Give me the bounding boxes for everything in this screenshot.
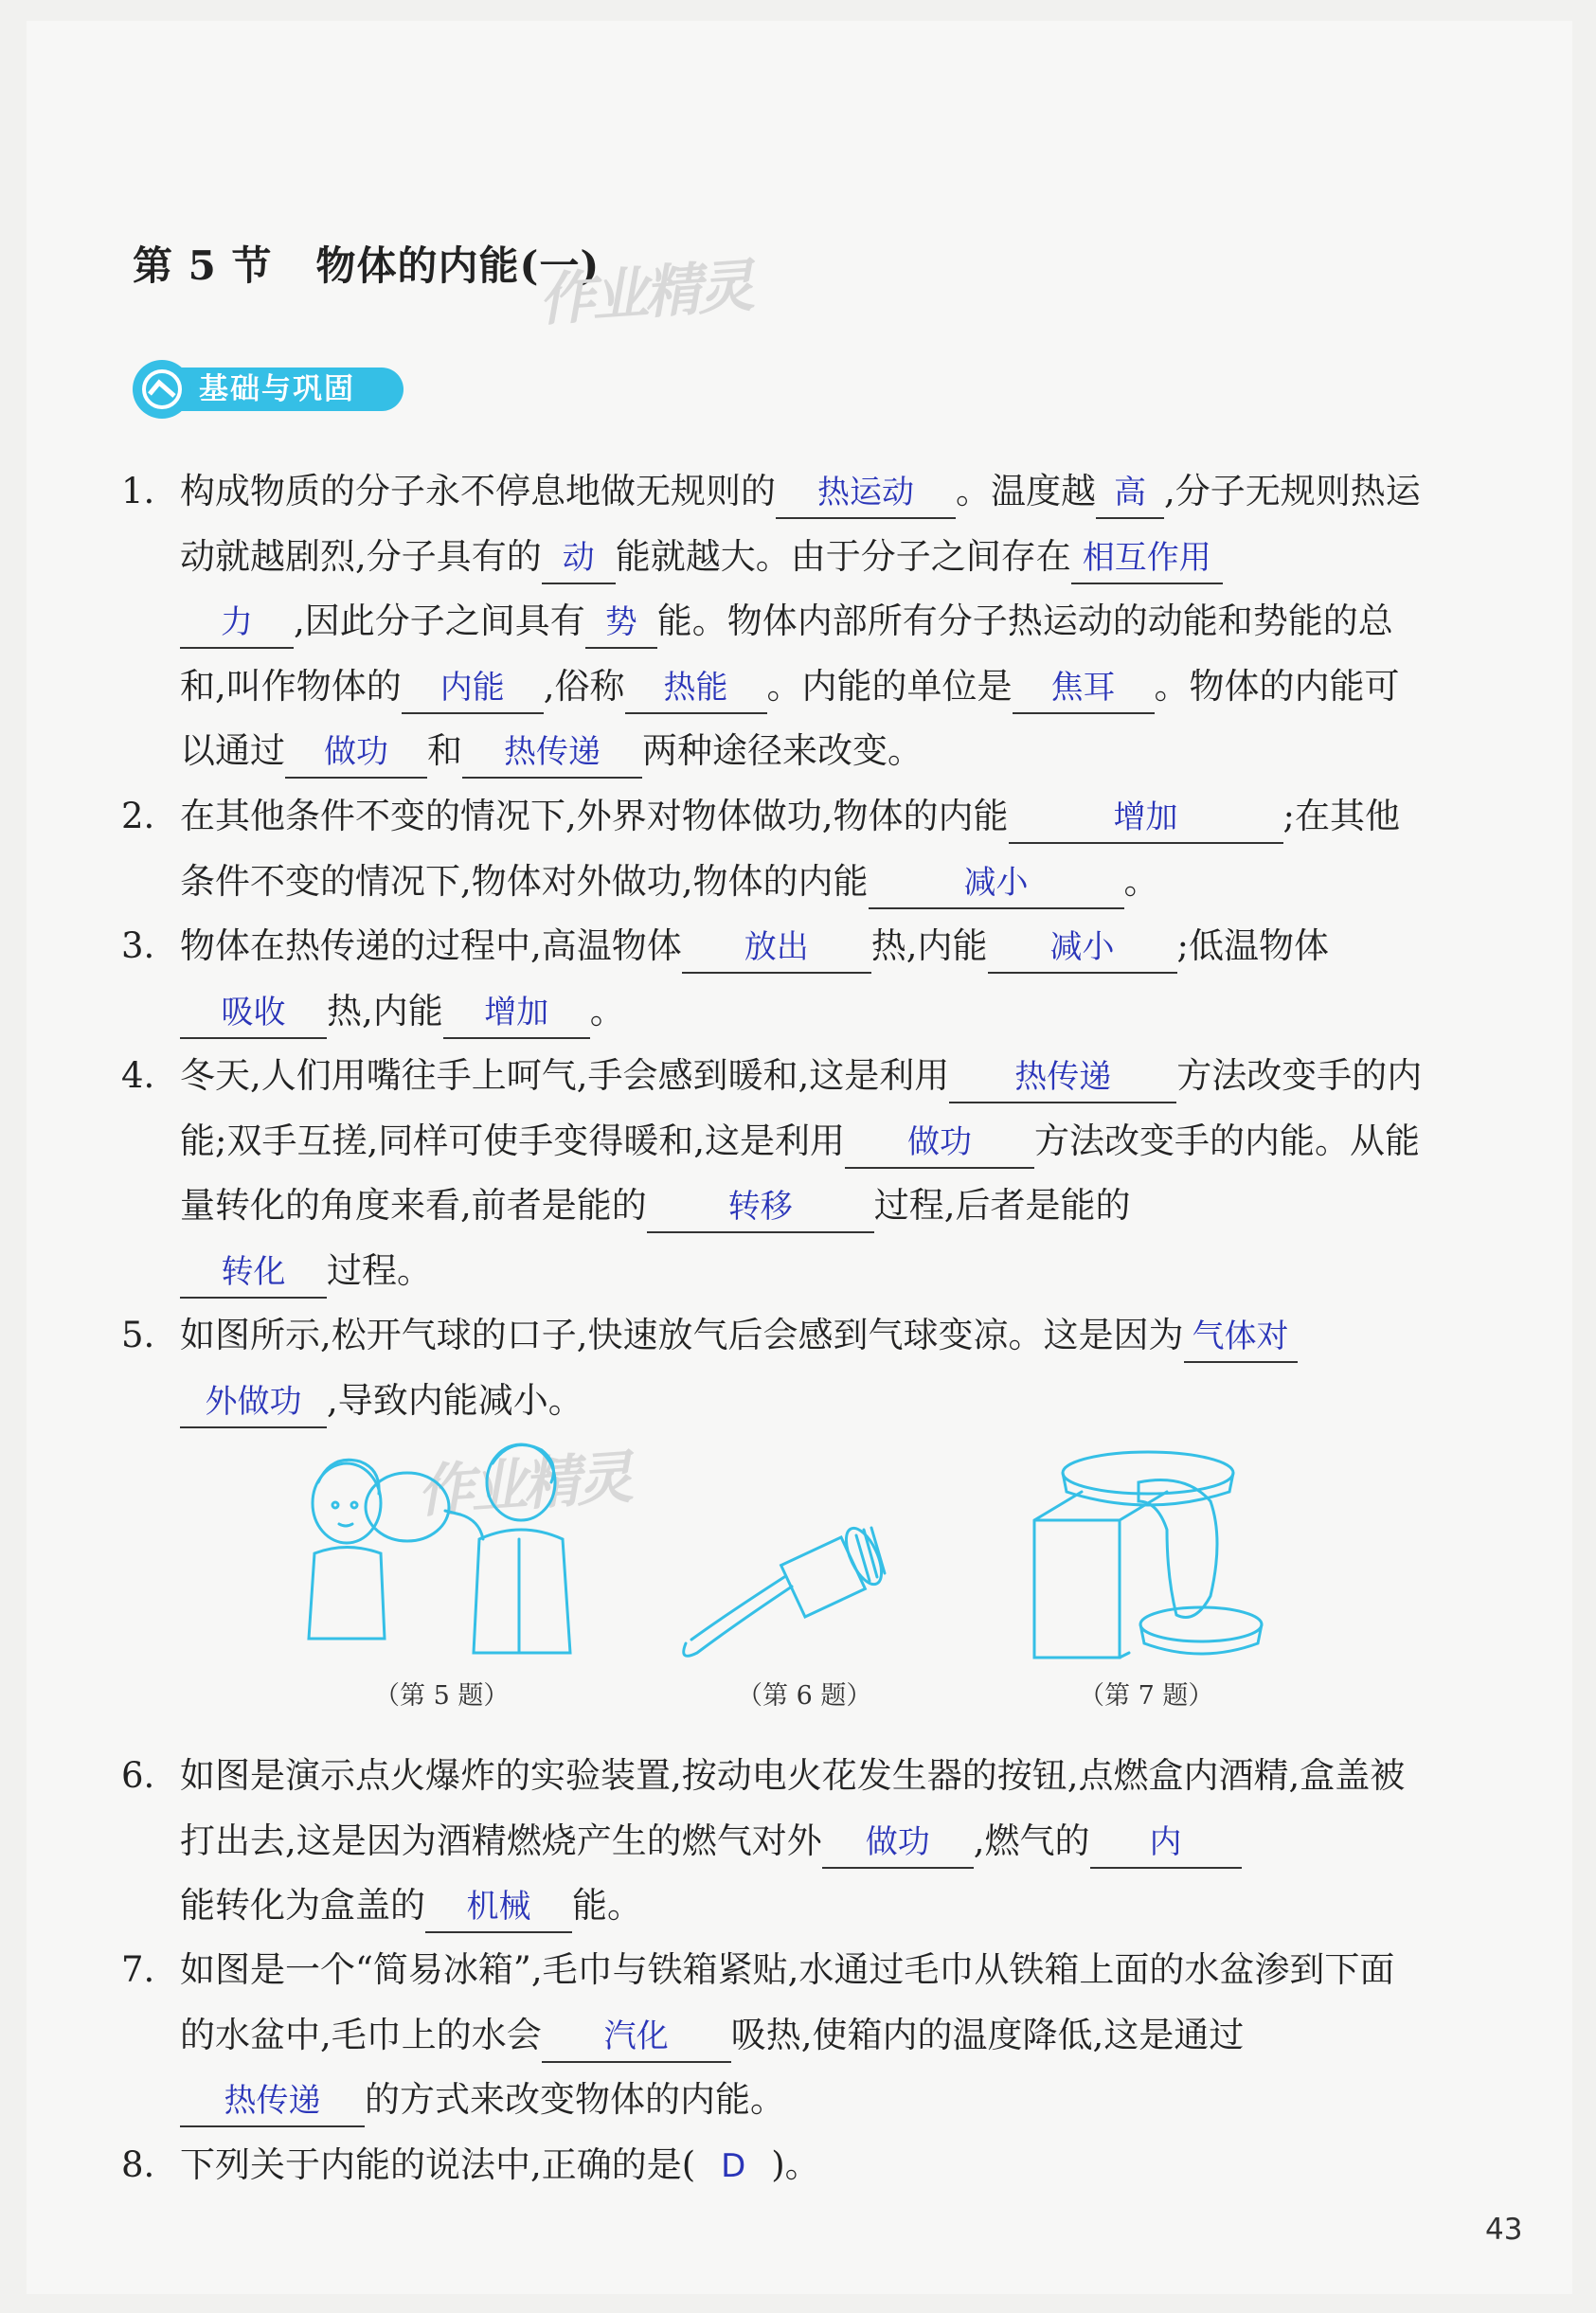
question-text: 吸热,使箱内的温度降低,这是通过 <box>730 2014 1245 2055</box>
figure-7-simple-icebox-image <box>1025 1444 1271 1667</box>
question-text: ,分子无规则热运动就越剧烈,分子具有的 <box>180 471 1421 577</box>
answer: 做功 <box>865 1822 930 1861</box>
section-badge <box>133 360 407 419</box>
figure-6-ignition-device-image <box>678 1511 915 1662</box>
question-text: 。 <box>1123 860 1159 902</box>
question-3 <box>121 914 1428 1044</box>
question-number: 7. <box>121 1949 155 1990</box>
answer-blank[interactable] <box>988 922 1177 974</box>
answer-blank[interactable] <box>180 2075 365 2127</box>
answer: 气体对 <box>1192 1318 1289 1355</box>
question-text: ;在其他条件不变的情况下,物体对外做功,物体的内能 <box>180 796 1400 902</box>
question-text: 过程,后者是能的 <box>873 1185 1131 1226</box>
answer: 转移 <box>727 1188 793 1226</box>
question-text: 。物体的内能可以通过 <box>180 665 1400 771</box>
question-number: 2. <box>121 796 155 836</box>
answer: 焦耳 <box>1050 668 1116 707</box>
answer: 热传递 <box>504 733 601 771</box>
badge-label: 基础与巩固 <box>161 368 403 411</box>
answer-blank[interactable] <box>776 467 956 519</box>
question-5 <box>121 1303 1428 1433</box>
section-title <box>133 235 600 292</box>
question-6 <box>121 1744 1428 1939</box>
answer-blank[interactable] <box>869 857 1124 909</box>
answer: D <box>721 2147 746 2185</box>
question-text: 能转化为盒盖的 <box>180 1885 425 1926</box>
question-8 <box>121 2133 1428 2199</box>
question-text: 能。 <box>572 1885 642 1926</box>
section-number: 第 5 节 <box>133 242 273 289</box>
question-text: 如图是一个“简易冰箱”,毛巾与铁箱紧贴,水通过毛巾从铁箱上面的水盆渗到下面的水盆中,毛巾上的水会 <box>180 1949 1395 2055</box>
answer-choice-slot[interactable] <box>695 2133 771 2199</box>
figure-5-balloon-image <box>294 1435 587 1662</box>
question-text: 两种途径来改变。 <box>642 730 923 771</box>
question-text: 。 <box>589 990 625 1031</box>
answer: 内能 <box>439 668 505 707</box>
answer-blank[interactable] <box>443 987 590 1039</box>
answer-blank[interactable] <box>542 2011 731 2063</box>
badge-circle-icon <box>133 360 191 419</box>
question-4 <box>121 1044 1428 1303</box>
answer: 热能 <box>663 668 728 707</box>
section-name: 物体的内能(一) <box>315 242 601 289</box>
answer-blank[interactable] <box>1090 1817 1242 1869</box>
question-number: 4. <box>121 1055 155 1096</box>
answer-blank[interactable] <box>647 1181 874 1233</box>
answer-blank[interactable] <box>1096 467 1164 519</box>
question-text: )。 <box>771 2144 820 2185</box>
question-text: 构成物质的分子永不停息地做无规则的 <box>180 471 776 511</box>
question-text: ,因此分子之间具有 <box>294 601 585 641</box>
answer-blank[interactable] <box>1071 532 1223 584</box>
question-text: 在其他条件不变的情况下,外界对物体做功,物体的内能 <box>180 796 1009 836</box>
question-text: ,导致内能减小。 <box>327 1379 583 1421</box>
answer: 做功 <box>907 1122 972 1161</box>
question-text: 物体在热传递的过程中,高温物体 <box>180 925 682 966</box>
question-text: ,俗称 <box>543 665 625 707</box>
question-number: 8. <box>121 2144 155 2185</box>
answer-blank[interactable] <box>682 922 871 974</box>
question-text: 过程。 <box>327 1249 432 1291</box>
question-text: 如图是演示点火爆炸的实验装置,按动电火花发生器的按钮,点燃盒内酒精,盒盖被打出去,这是因为酒精燃烧产生的燃气对外 <box>180 1755 1406 1861</box>
question-text: 能就越大。由于分子之间存在 <box>615 535 1071 577</box>
question-text: 热,内能 <box>870 925 988 966</box>
figure-6-caption: （第 6 题） <box>737 1681 872 1711</box>
answer: 热运动 <box>817 474 914 511</box>
question-text: ;低温物体 <box>1176 925 1329 966</box>
question-text: 的方式来改变物体的内能。 <box>365 2079 785 2120</box>
answer-blank[interactable] <box>402 662 544 714</box>
answer-blank[interactable] <box>180 1246 327 1299</box>
answer: 放出 <box>744 928 809 966</box>
question-text: 如图所示,松开气球的口子,快速放气后会感到气球变凉。这是因为 <box>180 1315 1184 1355</box>
answer: 增加 <box>1113 798 1178 836</box>
question-7 <box>121 1938 1428 2133</box>
answer: 外做功 <box>205 1382 302 1421</box>
answer: 机械 <box>466 1888 531 1926</box>
answer-blank[interactable] <box>425 1881 572 1933</box>
question-2 <box>121 784 1428 914</box>
watermark: 作业精灵 <box>415 1444 632 1526</box>
question-number: 1. <box>121 471 155 511</box>
answer-blank[interactable] <box>285 726 427 779</box>
question-1 <box>121 459 1428 784</box>
answer: 力 <box>221 603 253 641</box>
answer-blank[interactable] <box>949 1051 1176 1103</box>
watermark: 作业精灵 <box>536 253 753 334</box>
question-text: 冬天,人们用嘴往手上呵气,手会感到暖和,这是利用 <box>180 1055 950 1096</box>
answer-blank[interactable] <box>542 532 616 584</box>
question-text: ,燃气的 <box>973 1820 1090 1861</box>
question-text: 和 <box>427 730 462 771</box>
question-number: 5. <box>121 1315 155 1355</box>
answer: 势 <box>604 603 637 641</box>
answer-blank[interactable] <box>845 1117 1034 1169</box>
answer: 热传递 <box>224 2082 321 2120</box>
question-number: 3. <box>121 925 155 966</box>
answer-blank[interactable] <box>822 1817 974 1869</box>
answer-blank[interactable] <box>585 597 657 649</box>
answer: 转化 <box>221 1252 286 1291</box>
answer: 相互作用 <box>1082 538 1211 577</box>
answer-blank[interactable] <box>180 597 294 649</box>
answer: 内 <box>1149 1822 1182 1861</box>
question-text: 方法改变手的内能。从能量转化的角度来看,前者是能的 <box>180 1120 1420 1226</box>
answer: 高 <box>1114 474 1146 511</box>
answer-blank[interactable] <box>180 987 327 1039</box>
answer: 动 <box>562 538 595 577</box>
question-text: 方法改变手的内能;双手互搓,同样可使手变得暖和,这是利用 <box>180 1055 1423 1161</box>
answer-blank[interactable] <box>1009 792 1283 844</box>
answer: 汽化 <box>603 2017 669 2055</box>
answer: 增加 <box>484 993 549 1031</box>
page-number: 43 <box>1485 2213 1523 2247</box>
question-text: 。温度越 <box>956 471 1096 511</box>
answer: 热传递 <box>1014 1058 1112 1096</box>
question-text: 热,内能 <box>327 990 443 1031</box>
question-text: 。内能的单位是 <box>766 665 1013 707</box>
answer: 减小 <box>963 863 1029 902</box>
answer-blank[interactable] <box>1013 662 1155 714</box>
answer: 吸收 <box>221 993 286 1031</box>
answer-blank[interactable] <box>462 726 642 779</box>
answer-blank[interactable] <box>180 1376 327 1428</box>
question-text: 下列关于内能的说法中,正确的是( <box>180 2144 696 2185</box>
question-text: 能。物体内部所有分子热运动的动能和势能的总和,叫作物体的 <box>180 601 1393 707</box>
figure-5-caption: （第 5 题） <box>374 1681 510 1711</box>
answer-blank[interactable] <box>625 662 767 714</box>
figure-7-caption: （第 7 题） <box>1079 1681 1214 1711</box>
answer: 减小 <box>1049 928 1115 966</box>
answer-blank[interactable] <box>1184 1311 1298 1363</box>
answer: 做功 <box>324 733 388 771</box>
question-number: 6. <box>121 1755 155 1796</box>
